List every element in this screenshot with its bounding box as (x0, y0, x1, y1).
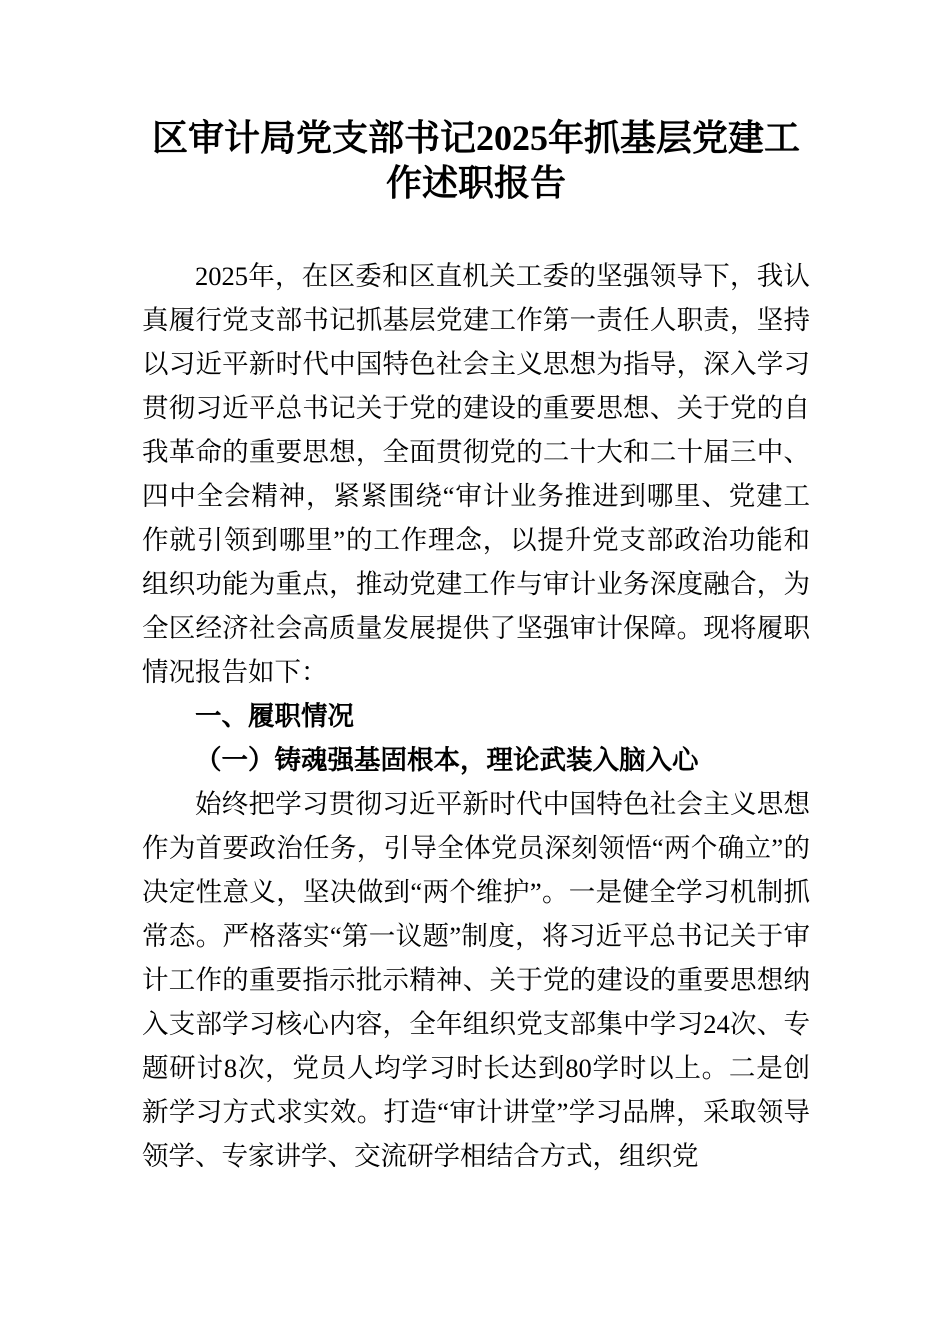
intro-paragraph: 2025年，在区委和区直机关工委的坚强领导下，我认真履行党支部书记抓基层党建工作第一责任人职责，坚持以习近平新时代中国特色社会主义思想为指导，深入学习贯彻习近平总书记关于党的建设的重要思想、关于党的自我革命的重要思想，全面贯彻党的二十大和二十届三中、四中全会精神，紧紧围绕“审计业务推进到哪里、党建工作就引领到哪里”的工作理念，以提升党支部政治功能和组织功能为重点，推动党建工作与审计业务深度融合，为全区经济社会高质量发展提供了坚强审计保障。现将履职情况报告如下： (142, 261, 810, 687)
body-paragraph: 始终把学习贯彻习近平新时代中国特色社会主义思想作为首要政治任务，引导全体党员深刻领悟“两个确立”的决定性意义，坚决做到“两个维护”。一是健全学习机制抓常态。严格落实“第一议题”制度，将习近平总书记关于审计工作的重要指示批示精神、关于党的建设的重要思想纳入支部学习核心内容，全年组织党支部集中学习24次、专题研讨8次，党员人均学习时长达到80学时以上。二是创新学习方式求实效。打造“审计讲堂”学习品牌，采取领导领学、专家讲学、交流研学相结合方式，组织党 (142, 789, 810, 1171)
document-title: 区审计局党支部书记2025年抓基层党建工作述职报告 (151, 118, 800, 203)
section-heading-1: 一、履职情况 (195, 701, 354, 731)
subsection-heading-1-1: （一）铸魂强基固根本，理论武装入脑入心 (195, 745, 699, 775)
